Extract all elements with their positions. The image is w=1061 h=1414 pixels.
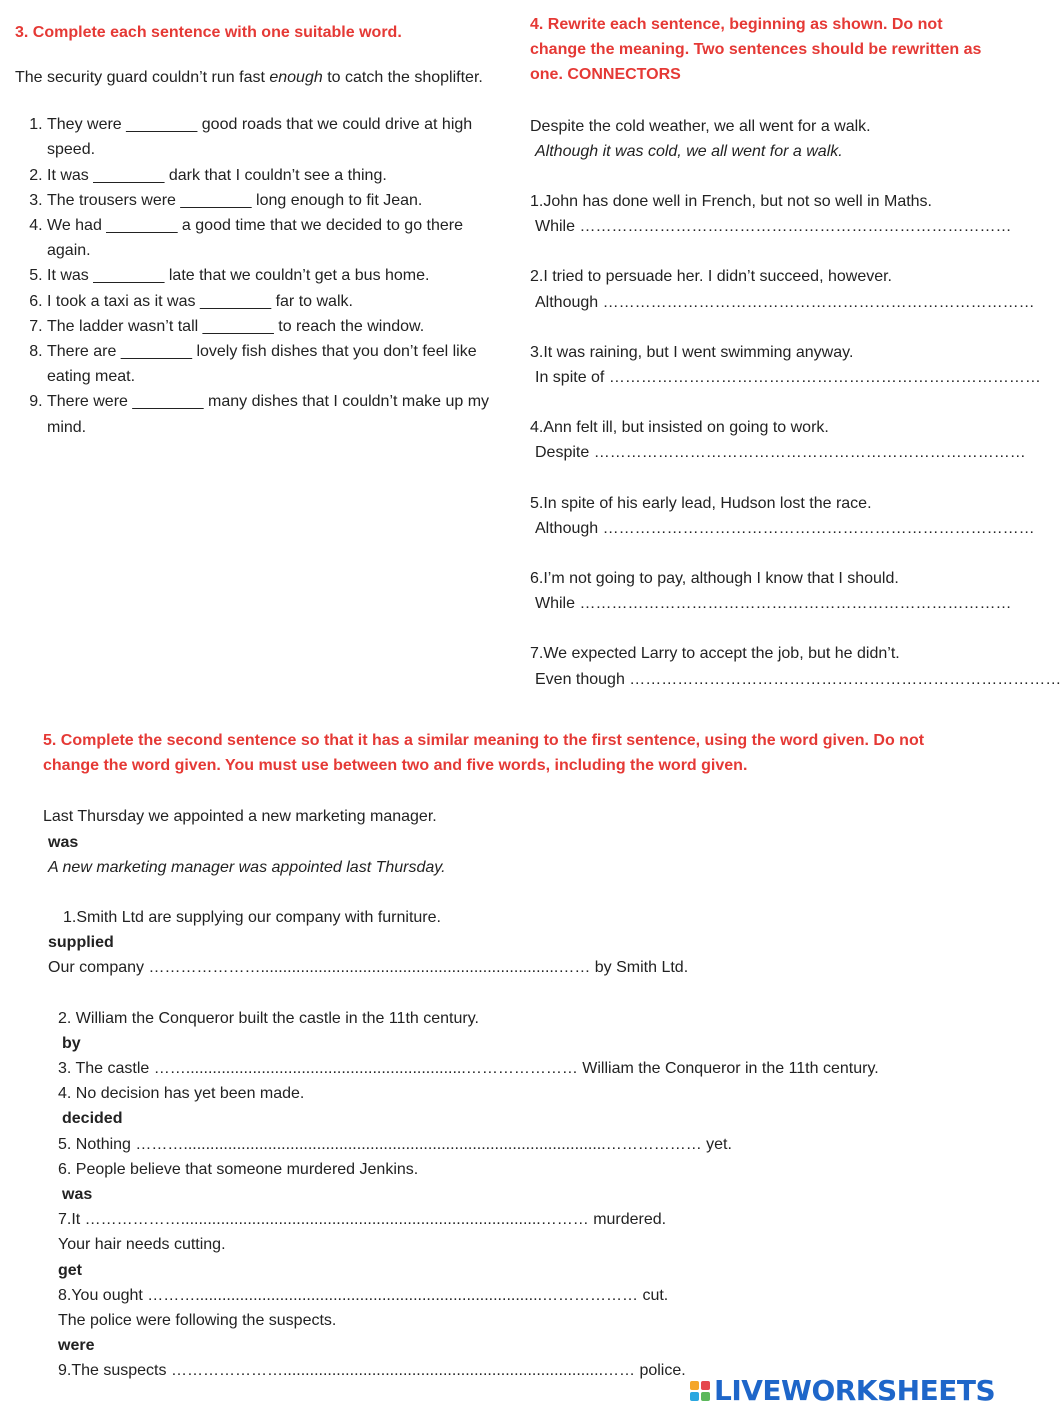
sentence: Your hair needs cutting. — [58, 1236, 226, 1254]
key-word: supplied — [48, 934, 114, 952]
rewrite-item — [530, 566, 1012, 616]
sentence: 1.Smith Ltd are supplying our company with furniture. — [63, 909, 441, 927]
rewrite-answer-blank[interactable]: While ……………………………………………………………………… — [535, 218, 1012, 236]
list-item: 4. We had ________ a good time that we decided to go there again. — [47, 213, 505, 263]
key-word: get — [58, 1261, 82, 1279]
section-3-title: 3. Complete each sentence with one suitable word. — [15, 24, 402, 41]
key-word: was — [62, 1186, 93, 1204]
rewrite-sentence: 5.In spite of his early lead, Hudson lost the race. — [530, 494, 872, 512]
answer-blank[interactable]: 7.It ……………….................................................................................……… murdered. — [58, 1211, 667, 1229]
section-4-title: 4. Rewrite each sentence, beginning as shown. Do not change the meaning. Two sentences should be rewritten as one. CONNECTORS — [530, 16, 982, 84]
example-sentence: Last Thursday we appointed a new marketing manager. — [43, 808, 437, 826]
rewrite-answer-blank[interactable]: Although ……………………………………………………………………… — [535, 519, 1035, 537]
section-4 — [530, 12, 1061, 692]
rewrite-item — [530, 491, 1035, 541]
sentence: 4. No decision has yet been made. — [58, 1085, 305, 1103]
example-answer: A new marketing manager was appointed last Thursday. — [48, 858, 446, 876]
list-item: 6. I took a taxi as it was ________ far to walk. — [47, 289, 505, 314]
section-4-example — [530, 114, 985, 164]
list-item: 7. The ladder wasn’t tall ________ to reach the window. — [47, 314, 505, 339]
rewrite-answer-blank[interactable]: In spite of ……………………………………………………………………… — [535, 369, 1041, 387]
section-3 — [15, 20, 505, 440]
answer-blank[interactable]: 3. The castle ……...............................................................………………… William the Conqueror in the 11th century. — [58, 1060, 879, 1078]
sentence: 6. People believe that someone murdered Jenkins. — [58, 1160, 419, 1178]
answer-blank[interactable]: 5. Nothing ………...............................................................................................……………… yet. — [58, 1135, 732, 1153]
rewrite-item — [530, 641, 1061, 691]
key-word: by — [62, 1034, 81, 1052]
rewrite-answer-blank[interactable]: Although ……………………………………………………………………… — [535, 293, 1035, 311]
list-item: 8. There are ________ lovely fish dishes that you don’t feel like eating meat. — [47, 339, 505, 389]
section-3-list — [15, 112, 505, 440]
rewrite-answer-blank[interactable]: Even though ……………………………………………………………………… — [535, 670, 1061, 688]
rewrite-sentence: 7.We expected Larry to accept the job, but he didn’t. — [530, 645, 900, 663]
rewrite-sentence: 6.I’m not going to pay, although I know that I should. — [530, 570, 899, 588]
section-5-body — [43, 804, 973, 1383]
sentence: 2. William the Conqueror built the castle in the 11th century. — [58, 1009, 479, 1027]
list-item: 3. The trousers were ________ long enough to fit Jean. — [47, 188, 505, 213]
answer-blank[interactable]: 9.The suspects …………………........................................................................…… police. — [58, 1362, 686, 1380]
section-3-example — [15, 65, 505, 90]
rewrite-item — [530, 340, 1041, 390]
key-word: were — [58, 1337, 95, 1355]
logo-text: LIVEWORKSHEETS — [714, 1374, 996, 1407]
answer-blank[interactable]: 8.You ought ………..............................................................................……………… cut. — [58, 1286, 669, 1304]
rewrite-item — [530, 264, 1035, 314]
example-sentence: Despite the cold weather, we all went for a walk. — [530, 117, 871, 135]
rewrite-item — [530, 415, 1026, 465]
rewrite-sentence: 2.I tried to persuade her. I didn’t succeed, however. — [530, 268, 892, 286]
example-emphasis: enough — [269, 69, 323, 86]
key-word: was — [48, 833, 79, 851]
example-text: The security guard couldn’t run fast — [15, 69, 270, 86]
sentence: The police were following the suspects. — [58, 1312, 337, 1330]
list-item: 5. It was ________ late that we couldn’t get a bus home. — [47, 263, 505, 288]
logo-grid-icon — [690, 1381, 710, 1401]
liveworksheets-logo — [690, 1374, 995, 1407]
list-item: 9. There were ________ many dishes that I couldn’t make up my mind. — [47, 389, 505, 439]
section-5-title: 5. Complete the second sentence so that it has a similar meaning to the first sentence, using the word given. Do not change the word given. You must use between two and five words, including the word given. — [43, 732, 925, 775]
rewrite-sentence: 4.Ann felt ill, but insisted on going to work. — [530, 419, 829, 437]
section-5 — [43, 728, 973, 1384]
list-item: 1. They were ________ good roads that we could drive at high speed. — [47, 112, 505, 162]
list-item: 2. It was ________ dark that I couldn’t see a thing. — [47, 163, 505, 188]
answer-blank[interactable]: Our company …………………...................................................................…… by Smith Ltd. — [48, 959, 689, 977]
rewrite-answer-blank[interactable]: Despite ……………………………………………………………………… — [535, 444, 1026, 462]
rewrite-sentence: 1.John has done well in French, but not so well in Maths. — [530, 193, 932, 211]
key-word: decided — [62, 1110, 123, 1128]
rewrite-sentence: 3.It was raining, but I went swimming anyway. — [530, 343, 854, 361]
rewrite-answer-blank[interactable]: While ……………………………………………………………………… — [535, 595, 1012, 613]
rewrite-item — [530, 189, 1012, 239]
example-answer: Although it was cold, we all went for a walk. — [535, 142, 843, 160]
example-text-end: to catch the shoplifter. — [322, 69, 483, 86]
